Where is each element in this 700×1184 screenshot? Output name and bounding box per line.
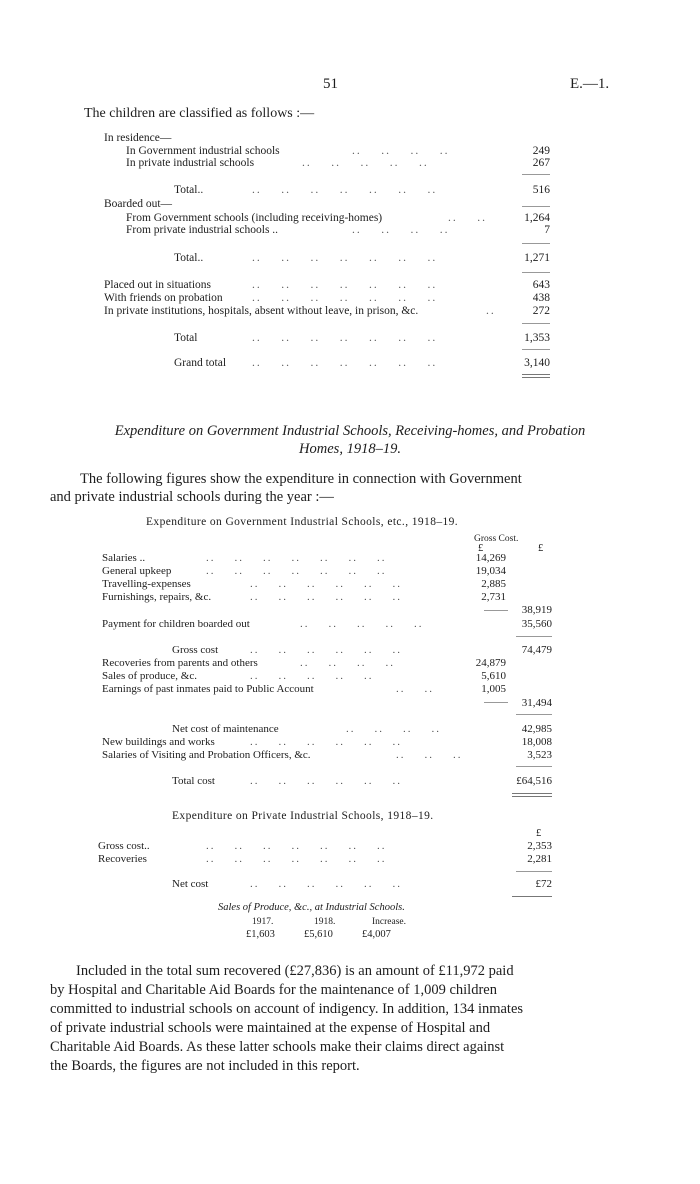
list-item-value: 1,353 (524, 332, 550, 344)
leader-dots: .. .. .. .. .. (300, 618, 424, 630)
section-title-line2: Homes, 1918–19. (299, 441, 401, 457)
table-cell: 18,008 (521, 736, 552, 748)
table-row-label: Travelling-expenses (102, 578, 191, 590)
table-cell: £72 (535, 878, 552, 890)
closing-paragraph-line: Charitable Aid Boards. As these latter schools make their claims direct against (50, 1039, 505, 1055)
table-cell: 24,879 (475, 657, 506, 669)
table-cell: 42,985 (521, 723, 552, 735)
private-table-title: Expenditure on Private Industrial Schools, 1918–19. (172, 810, 434, 822)
leader-dots: .. .. .. .. .. .. (250, 591, 402, 603)
table-cell: 38,919 (521, 604, 552, 616)
leader-dots: .. .. .. .. .. (250, 670, 374, 682)
subtotal-rule (522, 174, 550, 175)
closing-paragraph-line: committed to industrial schools on account of indigency. In addition, 134 inmates (50, 1001, 524, 1017)
list-item-label: From Government schools (including receiving-homes) (126, 212, 383, 224)
leader-dots: .. .. .. .. .. .. .. (206, 840, 387, 852)
table-cell: 5,610 (481, 670, 506, 682)
grand-total-rule (512, 793, 552, 794)
table-row-label: Gross cost (172, 644, 219, 656)
table-row-label: Net cost (172, 878, 209, 890)
subtotal-rule (522, 272, 550, 273)
table-cell: 2,731 (481, 591, 506, 603)
leader-dots: .. .. .. .. (352, 145, 450, 157)
list-item-value: 3,140 (524, 357, 550, 369)
leader-dots: .. .. (448, 212, 487, 224)
gov-table-title: Expenditure on Government Industrial Schools, etc., 1918–19. (146, 516, 459, 528)
list-item-value: 1,271 (524, 252, 550, 264)
table-cell: 35,560 (521, 618, 552, 630)
leader-dots: .. .. .. .. .. .. .. (206, 853, 387, 865)
subtotal-rule (516, 714, 552, 715)
table-cell: 14,269 (475, 552, 506, 564)
leader-dots: .. .. .. (396, 749, 463, 761)
list-item-label: Boarded out— (104, 198, 173, 210)
leader-dots: .. .. .. .. (352, 224, 450, 236)
closing-paragraph-line: by Hospital and Charitable Aid Boards for the maintenance of 1,009 children (50, 982, 497, 998)
intro-paragraph-line2: and private industrial schools during the year :— (50, 489, 334, 505)
subtotal-rule (522, 323, 550, 324)
table-row-label: Earnings of past inmates paid to Public Account (102, 683, 314, 695)
table-row-label: Furnishings, repairs, &c. (102, 591, 212, 603)
list-item-label: Total.. (174, 252, 204, 264)
gov-table-col-header: Gross Cost. (474, 534, 519, 544)
sales-value-1918: £5,610 (304, 929, 333, 940)
grand-total-rule (522, 377, 550, 378)
table-row-label: General upkeep (102, 565, 172, 577)
private-table-currency: £ (536, 828, 542, 839)
subtotal-rule (516, 636, 552, 637)
leader-dots: .. .. .. .. .. .. .. (252, 357, 438, 369)
sales-value-increase: £4,007 (362, 929, 391, 940)
table-row-label: Gross cost.. (98, 840, 150, 852)
list-item-label: Total.. (174, 184, 204, 196)
subtotal-rule (522, 243, 550, 244)
table-cell: 1,005 (481, 683, 506, 695)
table-cell: 3,523 (527, 749, 552, 761)
list-item-label: From private industrial schools .. (126, 224, 279, 236)
grand-total-rule (522, 374, 550, 375)
leader-dots: .. .. .. .. (300, 657, 395, 669)
sales-header-increase: Increase. (372, 917, 407, 927)
list-item-label: Grand total (174, 357, 227, 369)
leader-dots: .. .. .. .. .. .. .. (206, 565, 387, 577)
intro-paragraph-line1: The following figures show the expenditure in connection with Government (80, 471, 522, 487)
subtotal-rule (516, 766, 552, 767)
gov-table-currency1: £ (478, 543, 484, 554)
leader-dots: .. .. .. .. .. .. (250, 736, 402, 748)
leader-dots: .. .. .. .. .. .. .. (252, 184, 438, 196)
table-row-label: Salaries of Visiting and Probation Officers, &c. (102, 749, 311, 761)
list-item-label: Total (174, 332, 198, 344)
leader-dots: .. .. .. .. .. .. .. (252, 279, 438, 291)
table-cell: 74,479 (521, 644, 552, 656)
list-item-label: In Government industrial schools (126, 145, 280, 157)
table-row-label: Salaries .. (102, 552, 146, 564)
list-item-value: 516 (532, 184, 550, 196)
section-title-line1: Expenditure on Government Industrial Schools, Receiving-homes, and Probation (114, 423, 586, 439)
list-item-value: 1,264 (524, 212, 550, 224)
table-row-label: Recoveries from parents and others (102, 657, 258, 669)
list-item-label: Placed out in situations (104, 279, 212, 291)
sales-header-1917: 1917. (252, 917, 274, 927)
leader-dots: .. .. .. .. (346, 723, 441, 735)
gov-table-currency2: £ (538, 543, 544, 554)
table-row-label: New buildings and works (102, 736, 215, 748)
list-item-label: In private industrial schools (126, 157, 255, 169)
leader-dots: .. .. .. .. .. .. .. (206, 552, 387, 564)
table-cell: 2,885 (481, 578, 506, 590)
leader-dots: .. .. .. .. .. .. (250, 775, 402, 787)
leader-dots: .. .. .. .. .. .. .. (252, 332, 438, 344)
sales-value-1917: £1,603 (246, 929, 275, 940)
list-item-value: 249 (532, 145, 550, 157)
leader-dots: .. .. (396, 683, 434, 695)
list-item-label: In residence— (104, 132, 172, 144)
grand-total-rule (512, 896, 552, 897)
leader-dots: .. .. .. .. .. .. .. (252, 292, 438, 304)
list-item-label: With friends on probation (104, 292, 223, 304)
list-item-label: In private institutions, hospitals, absent without leave, in prison, &c. (104, 305, 419, 317)
classification-intro: The children are classified as follows :— (84, 106, 315, 121)
list-item-value: 643 (532, 279, 550, 291)
leader-dots: .. .. .. .. .. .. (250, 644, 402, 656)
table-cell: £64,516 (516, 775, 552, 787)
table-row-label: Total cost (172, 775, 215, 787)
leader-dots: .. .. .. .. .. .. (250, 878, 402, 890)
list-item-value: 267 (532, 157, 550, 169)
table-row-label: Net cost of maintenance (172, 723, 279, 735)
leader-dots: .. .. .. .. .. .. .. (252, 252, 438, 264)
table-row-label: Sales of produce, &c. (102, 670, 197, 682)
closing-paragraph-line: Included in the total sum recovered (£27,836) is an amount of £11,972 paid (76, 963, 514, 979)
table-cell: 2,353 (527, 840, 552, 852)
table-row-label: Payment for children boarded out (102, 618, 250, 630)
closing-paragraph-line: of private industrial schools were maintained at the expense of Hospital and (50, 1020, 491, 1036)
section-code: E.—1. (570, 76, 610, 92)
table-cell: 2,281 (527, 853, 552, 865)
list-item-value: 272 (532, 305, 550, 317)
subtotal-rule (522, 349, 550, 350)
table-cell: 19,034 (475, 565, 506, 577)
list-item-value: 7 (544, 224, 550, 236)
table-row-label: Recoveries (98, 853, 147, 865)
closing-paragraph-line: the Boards, the figures are not included in this report. (50, 1058, 360, 1074)
leader-dots: .. .. .. .. .. (302, 157, 429, 169)
sales-header-1918: 1918. (314, 917, 336, 927)
subtotal-rule (522, 206, 550, 207)
page-number: 51 (323, 76, 338, 92)
leader-dots: .. .. .. .. .. .. (250, 578, 402, 590)
subtotal-rule (516, 871, 552, 872)
sales-title: Sales of Produce, &c., at Industrial Schools. (218, 902, 405, 913)
table-cell: 31,494 (521, 697, 552, 709)
leader-dots: .. (486, 305, 496, 317)
grand-total-rule (512, 796, 552, 797)
list-item-value: 438 (532, 292, 550, 304)
